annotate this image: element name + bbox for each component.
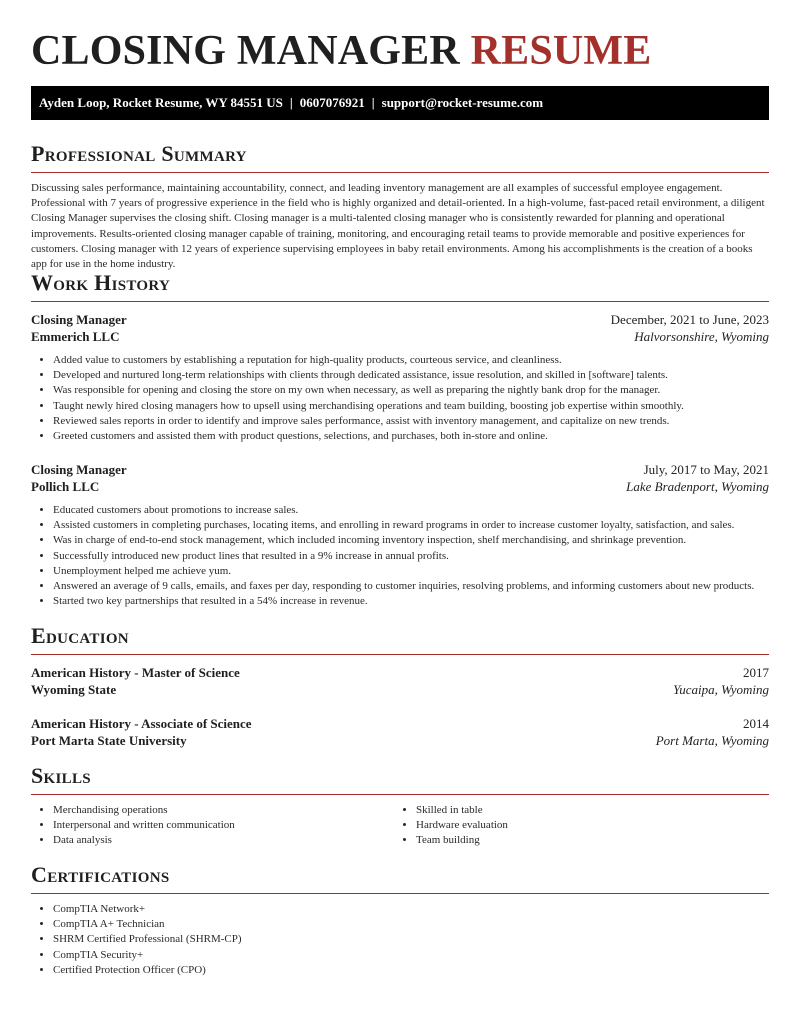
contact-separator: |	[371, 95, 375, 110]
job-bullet: • Added value to customers by establishing a reputation for high-quality products, courteous service, and cleanliness.	[53, 353, 684, 368]
job-header-row	[31, 312, 769, 330]
section-title-skills: Skills	[31, 763, 91, 788]
education-year: 2014	[743, 716, 769, 731]
job-location: Lake Bradenport, Wyoming	[626, 479, 769, 494]
job-header-row	[31, 462, 769, 480]
job-bullet: • Taught newly hired closing managers how to upsell using merchandising operations and team building, boosting job expertise within smoothly.	[53, 399, 684, 414]
section-title-education: Education	[31, 623, 129, 648]
job-company: Emmerich LLC	[31, 329, 120, 344]
section-divider	[31, 893, 769, 894]
job-bullets	[31, 353, 684, 444]
section-divider	[31, 301, 769, 302]
title-main: CLOSING MANAGER	[31, 28, 460, 74]
certification-item: • CompTIA A+ Technician	[53, 917, 242, 932]
job-dates: December, 2021 to June, 2023	[610, 312, 769, 327]
resume-title	[31, 28, 651, 74]
job-title: Closing Manager	[31, 312, 127, 327]
certification-item: • CompTIA Network+	[53, 902, 242, 917]
contact-email[interactable]: support@rocket-resume.com	[381, 95, 544, 110]
job-bullet: • Greeted customers and assisted them with product questions, selections, and purchases, both in-store and online.	[53, 429, 684, 444]
skills-list-left	[31, 803, 235, 849]
education-degree: American History - Associate of Science	[31, 716, 252, 731]
education-year: 2017	[743, 665, 769, 680]
certifications-list	[31, 902, 242, 978]
education-school-row	[31, 733, 769, 751]
certification-item: • CompTIA Security+	[53, 948, 242, 963]
job-bullet: • Educated customers about promotions to increase sales.	[53, 503, 754, 518]
section-title-summary: Professional Summary	[31, 141, 247, 166]
title-accent: RESUME	[470, 28, 652, 74]
education-school: Port Marta State University	[31, 733, 187, 748]
skill-item: • Merchandising operations	[53, 803, 235, 818]
job-bullet: • Unemployment helped me achieve yum.	[53, 564, 754, 579]
job-bullet: • Assisted customers in completing purchases, locating items, and enrolling in reward programs in order to increase customer loyalty, satisfaction, and sales.	[53, 518, 754, 533]
education-location: Yucaipa, Wyoming	[673, 682, 769, 697]
job-bullet: • Started two key partnerships that resulted in a 54% increase in revenue.	[53, 594, 754, 609]
job-company-row	[31, 479, 769, 497]
section-divider	[31, 794, 769, 795]
skill-item: • Data analysis	[53, 833, 235, 848]
education-degree: American History - Master of Science	[31, 665, 240, 680]
contact-address: Ayden Loop, Rocket Resume, WY 84551 US	[39, 95, 283, 110]
job-company: Pollich LLC	[31, 479, 100, 494]
contact-separator: |	[289, 95, 293, 110]
contact-phone[interactable]: 0607076921	[299, 95, 365, 110]
education-location: Port Marta, Wyoming	[655, 733, 769, 748]
summary-text: Discussing sales performance, maintaining accountability, connect, and leading inventory management are all examples of successful employee engagement. Professional with 7 years of progressive experience in the field who is highly organized and detail-oriented. In a high-volume, fast-paced retail environment, a diligent Closing Manager supervises the closing shift. Closing manager is a multi-talented closing manager who is consistently rewarded for planning and operational improvements. Results-oriented closing manager capable of training, monitoring, and encouraging retail teams to provide memorable and positive experiences for customers. Closing manager with 12 years of experience supervising employees in baby retail environments. Among his accomplishments is the creation of a books app for use in the home industry.	[31, 182, 765, 271]
job-bullet: • Developed and nurtured long-term relationships with clients through dedicated assistance, issue resolution, and skilled in [software] talents.	[53, 368, 684, 383]
job-bullet: • Was responsible for opening and closing the store on my own when necessary, as well as preparing the nightly bank drop for the manager.	[53, 383, 684, 398]
job-bullet: • Was in charge of end-to-end stock management, which included incoming inventory inspection, shelf merchandising, and shrinkage prevention.	[53, 533, 754, 548]
education-header-row	[31, 665, 769, 683]
skill-item: • Skilled in table	[416, 803, 508, 818]
job-title: Closing Manager	[31, 462, 127, 477]
skill-item: • Interpersonal and written communication	[53, 818, 235, 833]
certification-item: • Certified Protection Officer (CPO)	[53, 963, 242, 978]
section-title-certifications: Certifications	[31, 862, 170, 887]
contact-bar	[31, 86, 769, 120]
job-bullets	[31, 503, 754, 609]
education-school-row	[31, 682, 769, 700]
job-bullet: • Successfully introduced new product lines that resulted in a 9% increase in annual profits.	[53, 549, 754, 564]
education-header-row	[31, 716, 769, 734]
certification-item: • SHRM Certified Professional (SHRM-CP)	[53, 932, 242, 947]
job-company-row	[31, 329, 769, 347]
skills-list-right	[394, 803, 508, 849]
job-dates: July, 2017 to May, 2021	[643, 462, 769, 477]
section-divider	[31, 172, 769, 173]
education-school: Wyoming State	[31, 682, 117, 697]
skill-item: • Hardware evaluation	[416, 818, 508, 833]
skill-item: • Team building	[416, 833, 508, 848]
job-bullet: • Answered an average of 9 calls, emails, and faxes per day, responding to customer inquiries, resolving problems, and informing customers about new products.	[53, 579, 754, 594]
job-bullet: • Reviewed sales reports in order to identify and improve sales performance, assist with inventory management, and capitalize on new trends.	[53, 414, 684, 429]
section-divider	[31, 654, 769, 655]
section-title-work: Work History	[31, 270, 171, 295]
job-location: Halvorsonshire, Wyoming	[634, 329, 769, 344]
